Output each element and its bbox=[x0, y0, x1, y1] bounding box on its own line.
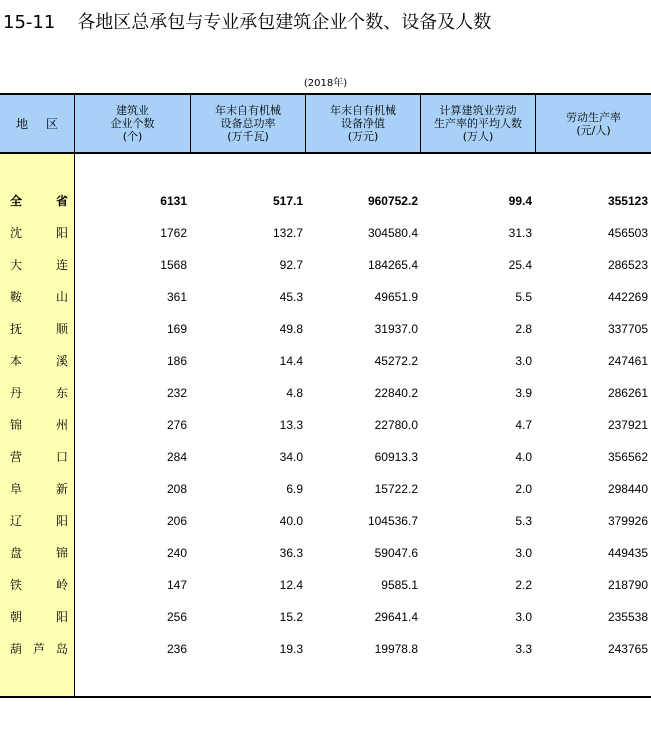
region-name-char: 溪 bbox=[55, 354, 68, 368]
cell-avg-workers: 31.3 bbox=[508, 226, 532, 240]
cell-equipment-net-value: 184265.4 bbox=[367, 258, 418, 272]
cell-labor-productivity: 286523 bbox=[607, 258, 648, 272]
table-row bbox=[0, 473, 651, 505]
cell-avg-workers: 3.0 bbox=[515, 354, 532, 368]
cell-avg-workers: 2.8 bbox=[515, 322, 532, 336]
region-name bbox=[10, 185, 68, 217]
table-row bbox=[0, 633, 651, 665]
table-bottom-border bbox=[0, 696, 651, 698]
region-name-char: 盘 bbox=[10, 546, 23, 560]
cell-avg-workers: 5.5 bbox=[515, 290, 532, 304]
region-name-char: 省 bbox=[55, 194, 68, 208]
region-name-char: 新 bbox=[55, 482, 68, 496]
cell-labor-productivity: 247461 bbox=[607, 354, 648, 368]
column-header-machine-power bbox=[191, 95, 305, 152]
region-header-char: 地 bbox=[15, 117, 28, 131]
page-title bbox=[3, 8, 491, 34]
cell-equipment-net-value: 22780.0 bbox=[374, 418, 418, 432]
region-name bbox=[10, 377, 68, 409]
header-divider bbox=[0, 152, 651, 154]
region-name-char: 阳 bbox=[55, 514, 68, 528]
cell-labor-productivity: 449435 bbox=[607, 546, 648, 560]
cell-equipment-net-value: 29641.4 bbox=[374, 610, 418, 624]
region-name bbox=[10, 601, 68, 633]
region-name-char: 州 bbox=[55, 418, 68, 432]
region-name bbox=[10, 345, 68, 377]
column-header-line: (万元) bbox=[347, 130, 379, 143]
column-header-enterprise-count bbox=[75, 95, 190, 152]
column-header-equipment-net-value bbox=[306, 95, 420, 152]
cell-enterprise-count: 361 bbox=[166, 290, 187, 304]
cell-avg-workers: 4.0 bbox=[515, 450, 532, 464]
region-name bbox=[10, 537, 68, 569]
region-name bbox=[10, 217, 68, 249]
region-name bbox=[10, 441, 68, 473]
cell-labor-productivity: 298440 bbox=[607, 482, 648, 496]
cell-labor-productivity: 456503 bbox=[607, 226, 648, 240]
region-name bbox=[10, 313, 68, 345]
cell-equipment-net-value: 59047.6 bbox=[374, 546, 418, 560]
region-name-char: 丹 bbox=[10, 386, 23, 400]
cell-enterprise-count: 208 bbox=[166, 482, 187, 496]
region-name bbox=[10, 569, 68, 601]
region-name-char: 连 bbox=[55, 258, 68, 272]
cell-machine-power: 6.9 bbox=[286, 482, 303, 496]
region-name bbox=[10, 505, 68, 537]
region-name-char: 沈 bbox=[10, 226, 23, 240]
cell-avg-workers: 2.0 bbox=[515, 482, 532, 496]
column-header-line: (元/人) bbox=[576, 123, 611, 137]
region-header-char: 区 bbox=[46, 117, 59, 131]
cell-equipment-net-value: 9585.1 bbox=[381, 578, 418, 592]
cell-equipment-net-value: 104536.7 bbox=[367, 514, 418, 528]
region-name-char: 全 bbox=[10, 194, 23, 208]
region-name-char: 阜 bbox=[10, 482, 23, 496]
cell-machine-power: 36.3 bbox=[279, 546, 303, 560]
table-row bbox=[0, 313, 651, 345]
cell-enterprise-count: 206 bbox=[166, 514, 187, 528]
cell-enterprise-count: 186 bbox=[166, 354, 187, 368]
cell-machine-power: 49.8 bbox=[279, 322, 303, 336]
cell-machine-power: 92.7 bbox=[279, 258, 303, 272]
cell-labor-productivity: 355123 bbox=[607, 194, 648, 208]
region-name-char: 鞍 bbox=[10, 290, 23, 304]
cell-equipment-net-value: 15722.2 bbox=[374, 482, 418, 496]
region-name bbox=[10, 409, 68, 441]
region-name bbox=[10, 249, 68, 281]
cell-equipment-net-value: 960752.2 bbox=[367, 194, 418, 208]
cell-avg-workers: 99.4 bbox=[508, 194, 532, 208]
cell-machine-power: 19.3 bbox=[279, 642, 303, 656]
cell-machine-power: 34.0 bbox=[279, 450, 303, 464]
table-row bbox=[0, 377, 651, 409]
region-name-char: 葫 bbox=[10, 642, 23, 656]
region-name-char: 阳 bbox=[55, 610, 68, 624]
cell-equipment-net-value: 22840.2 bbox=[374, 386, 418, 400]
column-header-line: 建筑业 bbox=[116, 104, 149, 117]
region-header bbox=[0, 95, 74, 152]
cell-avg-workers: 5.3 bbox=[515, 514, 532, 528]
cell-avg-workers: 2.2 bbox=[515, 578, 532, 592]
cell-avg-workers: 3.9 bbox=[515, 386, 532, 400]
table-row bbox=[0, 345, 651, 377]
region-name bbox=[10, 473, 68, 505]
cell-avg-workers: 25.4 bbox=[508, 258, 532, 272]
column-header-line: 年末自有机械 bbox=[330, 104, 396, 117]
column-header-line: 计算建筑业劳动 bbox=[439, 104, 517, 117]
cell-enterprise-count: 1568 bbox=[160, 258, 187, 272]
table-row bbox=[0, 537, 651, 569]
cell-labor-productivity: 237921 bbox=[607, 418, 648, 432]
column-header-line: (个) bbox=[122, 130, 143, 143]
cell-enterprise-count: 276 bbox=[166, 418, 187, 432]
cell-labor-productivity: 235538 bbox=[607, 610, 648, 624]
column-header-line: 设备净值 bbox=[341, 117, 385, 130]
cell-machine-power: 132.7 bbox=[272, 226, 303, 240]
column-header-line: (万千瓦) bbox=[227, 130, 269, 143]
region-name-char: 岭 bbox=[55, 578, 68, 592]
region-name-char: 口 bbox=[55, 450, 68, 464]
cell-enterprise-count: 284 bbox=[166, 450, 187, 464]
cell-labor-productivity: 337705 bbox=[607, 322, 648, 336]
region-name-char: 抚 bbox=[10, 322, 23, 336]
cell-avg-workers: 4.7 bbox=[515, 418, 532, 432]
table-row bbox=[0, 505, 651, 537]
cell-enterprise-count: 232 bbox=[166, 386, 187, 400]
cell-avg-workers: 3.3 bbox=[515, 642, 532, 656]
region-name bbox=[10, 281, 68, 313]
region-name-char: 岛 bbox=[55, 642, 68, 656]
column-header-line: 劳动生产率 bbox=[566, 110, 621, 124]
cell-enterprise-count: 6131 bbox=[160, 194, 187, 208]
cell-equipment-net-value: 49651.9 bbox=[374, 290, 418, 304]
cell-machine-power: 13.3 bbox=[279, 418, 303, 432]
cell-machine-power: 4.8 bbox=[286, 386, 303, 400]
table-number: 15-11 bbox=[3, 12, 56, 33]
cell-avg-workers: 3.0 bbox=[515, 610, 532, 624]
cell-labor-productivity: 218790 bbox=[607, 578, 648, 592]
region-name-char: 锦 bbox=[55, 546, 68, 560]
region-name-char: 本 bbox=[10, 354, 23, 368]
cell-equipment-net-value: 304580.4 bbox=[367, 226, 418, 240]
column-header-line: 设备总功率 bbox=[220, 117, 276, 130]
cell-machine-power: 517.1 bbox=[272, 194, 303, 208]
cell-equipment-net-value: 19978.8 bbox=[374, 642, 418, 656]
region-name-char: 芦 bbox=[32, 642, 45, 656]
cell-labor-productivity: 286261 bbox=[607, 386, 648, 400]
year-note: (2018年) bbox=[303, 78, 348, 89]
cell-enterprise-count: 147 bbox=[166, 578, 187, 592]
cell-machine-power: 12.4 bbox=[279, 578, 303, 592]
cell-labor-productivity: 243765 bbox=[607, 642, 648, 656]
cell-enterprise-count: 169 bbox=[166, 322, 187, 336]
region-name-char: 辽 bbox=[10, 514, 23, 528]
table-row bbox=[0, 569, 651, 601]
region-name bbox=[10, 633, 68, 665]
cell-enterprise-count: 236 bbox=[166, 642, 187, 656]
table-title: 各地区总承包与专业承包建筑企业个数、设备及人数 bbox=[77, 12, 492, 33]
cell-machine-power: 14.4 bbox=[279, 354, 303, 368]
cell-enterprise-count: 240 bbox=[166, 546, 187, 560]
table-row bbox=[0, 409, 651, 441]
column-header-line: 生产率的平均人数 bbox=[434, 117, 522, 130]
cell-enterprise-count: 256 bbox=[166, 610, 187, 624]
table-row bbox=[0, 601, 651, 633]
cell-labor-productivity: 442269 bbox=[607, 290, 648, 304]
column-header-avg-workers bbox=[421, 95, 535, 152]
cell-equipment-net-value: 60913.3 bbox=[374, 450, 418, 464]
column-header-line: 企业个数 bbox=[110, 117, 155, 130]
region-name-char: 朝 bbox=[10, 610, 23, 624]
cell-equipment-net-value: 45272.2 bbox=[374, 354, 418, 368]
region-name-char: 山 bbox=[55, 290, 68, 304]
region-name-char: 铁 bbox=[10, 578, 23, 592]
region-name-char: 大 bbox=[10, 258, 23, 272]
region-name-char: 锦 bbox=[10, 418, 23, 432]
cell-avg-workers: 3.0 bbox=[515, 546, 532, 560]
table-row bbox=[0, 217, 651, 249]
column-header-line: 年末自有机械 bbox=[215, 104, 281, 117]
cell-machine-power: 45.3 bbox=[279, 290, 303, 304]
region-name-char: 阳 bbox=[55, 226, 68, 240]
region-name-char: 东 bbox=[55, 386, 68, 400]
table-row bbox=[0, 441, 651, 473]
cell-machine-power: 40.0 bbox=[279, 514, 303, 528]
cell-labor-productivity: 379926 bbox=[607, 514, 648, 528]
column-header-line: (万人) bbox=[462, 130, 494, 143]
cell-enterprise-count: 1762 bbox=[160, 226, 187, 240]
column-header-labor-productivity bbox=[536, 95, 651, 152]
cell-equipment-net-value: 31937.0 bbox=[374, 322, 418, 336]
table-row bbox=[0, 249, 651, 281]
cell-labor-productivity: 356562 bbox=[607, 450, 648, 464]
region-name-char: 营 bbox=[10, 450, 23, 464]
table-row bbox=[0, 281, 651, 313]
region-name-char: 顺 bbox=[55, 322, 68, 336]
total-row bbox=[0, 185, 651, 217]
cell-machine-power: 15.2 bbox=[279, 610, 303, 624]
